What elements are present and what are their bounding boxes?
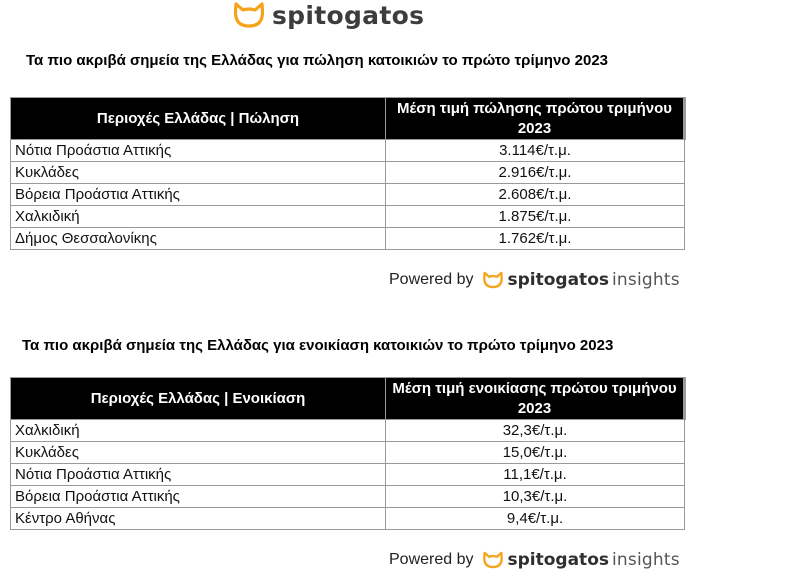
region-cell: Χαλκιδική — [11, 420, 386, 442]
price-cell: 15,0€/τ.μ. — [386, 442, 685, 464]
brand-insights: insights — [612, 550, 680, 570]
table-row — [11, 140, 685, 162]
region-cell: Δήμος Θεσσαλονίκης — [11, 228, 386, 250]
powered-by-label: Powered by — [389, 271, 474, 288]
price-cell: 3.114€/τ.μ. — [386, 140, 685, 162]
price-cell: 11,1€/τ.μ. — [386, 464, 685, 486]
powered-by-badge — [389, 270, 680, 290]
table-header-row — [11, 98, 685, 140]
price-cell: 10,3€/τ.μ. — [386, 486, 685, 508]
table-row — [11, 162, 685, 184]
spitogatos-logo — [232, 0, 424, 30]
region-cell: Κυκλάδες — [11, 162, 386, 184]
table-row — [11, 420, 685, 442]
table-row — [11, 184, 685, 206]
column-header-region: Περιοχές Ελλάδας | Πώληση — [11, 98, 386, 140]
price-cell: 2.608€/τ.μ. — [386, 184, 685, 206]
brand-wordmark: spitogatos — [507, 550, 609, 570]
region-cell: Νότια Προάστια Αττικής — [11, 140, 386, 162]
brand-insights: insights — [612, 270, 680, 290]
price-cell: 1.762€/τ.μ. — [386, 228, 685, 250]
region-cell: Κέντρο Αθήνας — [11, 508, 386, 530]
column-header-region: Περιοχές Ελλάδας | Ενοικίαση — [11, 378, 386, 420]
region-cell: Χαλκιδική — [11, 206, 386, 228]
region-cell: Κυκλάδες — [11, 442, 386, 464]
table-header-row — [11, 378, 685, 420]
sale-price-table — [10, 97, 686, 250]
price-cell: 2.916€/τ.μ. — [386, 162, 685, 184]
table-row — [11, 508, 685, 530]
price-cell: 9,4€/τ.μ. — [386, 508, 685, 530]
region-cell: Νότια Προάστια Αττικής — [11, 464, 386, 486]
cat-logo-icon — [482, 271, 504, 289]
table-row — [11, 486, 685, 508]
brand-wordmark: spitogatos — [507, 270, 609, 290]
logo-wordmark: spitogatos — [272, 0, 425, 30]
region-cell: Βόρεια Προάστια Αττικής — [11, 486, 386, 508]
price-cell: 1.875€/τ.μ. — [386, 206, 685, 228]
powered-by-label: Powered by — [389, 551, 474, 568]
rent-price-table — [10, 377, 686, 530]
cat-logo-icon — [232, 1, 266, 29]
table-row — [11, 464, 685, 486]
cat-logo-icon — [482, 551, 504, 569]
sale-table-title: Τα πιο ακριβά σημεία της Ελλάδας για πώληση κατοικιών το πρώτο τρίμηνο 2023 — [26, 52, 609, 69]
column-header-price: Μέση τιμή ενοικίασης πρώτου τριμήνου 2023 — [386, 378, 685, 420]
column-header-price: Μέση τιμή πώλησης πρώτου τριμήνου 2023 — [386, 98, 685, 140]
table-row — [11, 206, 685, 228]
rent-table-title: Τα πιο ακριβά σημεία της Ελλάδας για ενοικίαση κατοικιών το πρώτο τρίμηνο 2023 — [22, 337, 614, 354]
table-row — [11, 228, 685, 250]
region-cell: Βόρεια Προάστια Αττικής — [11, 184, 386, 206]
table-row — [11, 442, 685, 464]
price-cell: 32,3€/τ.μ. — [386, 420, 685, 442]
powered-by-badge — [389, 550, 680, 570]
